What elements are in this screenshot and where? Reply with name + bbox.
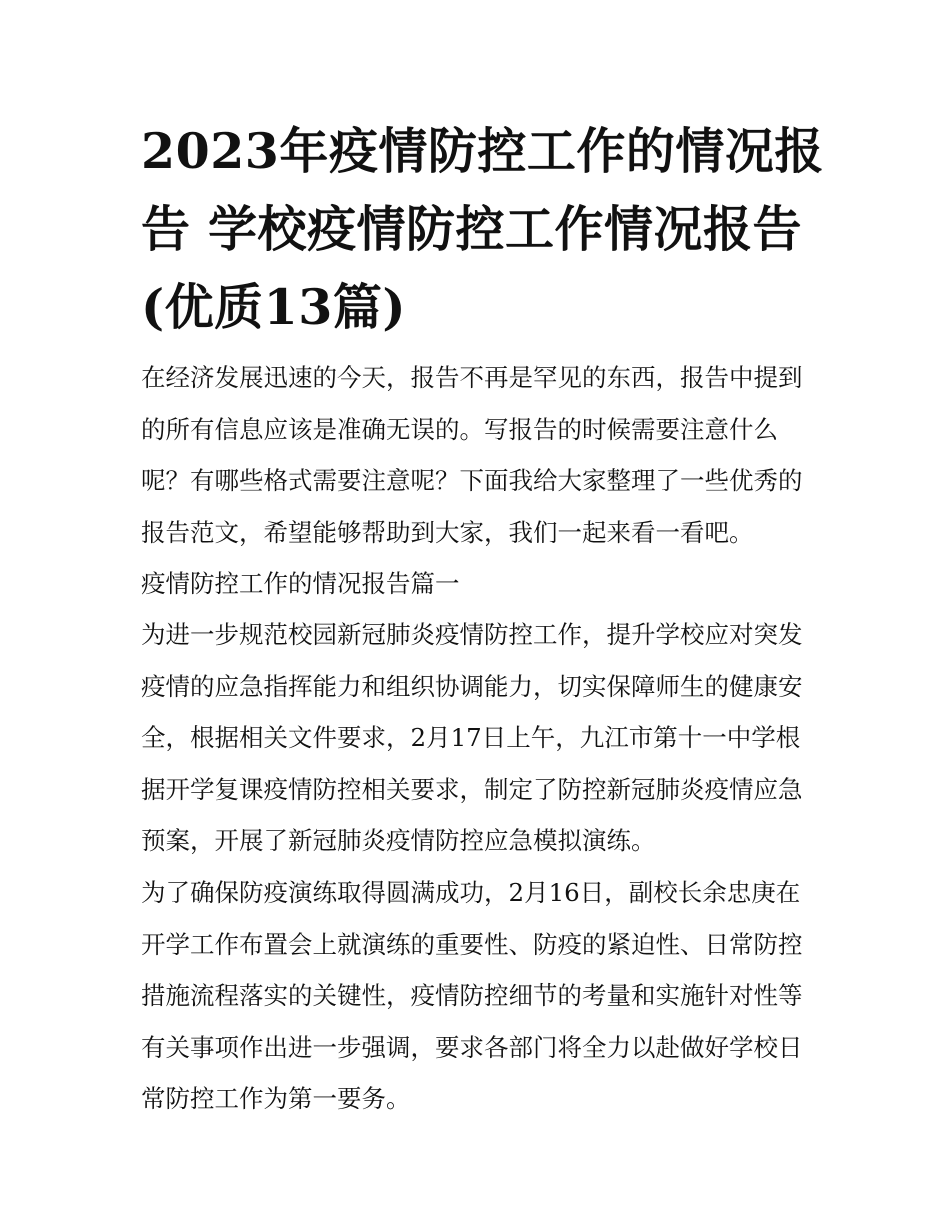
text-line: 为了确保防疫演练取得圆满成功，2月16日，副校长余忠庚在 bbox=[141, 878, 801, 907]
text-line: 有关事项作出进一步强调，要求各部门将全力以赴做好学校日 bbox=[141, 1032, 803, 1062]
text-line: 常防控工作为第一要务。 bbox=[141, 1084, 411, 1113]
text-line: 据开学复课疫情防控相关要求，制定了防控新冠肺炎疫情应急 bbox=[141, 774, 803, 804]
text-line: 的所有信息应该是准确无误的。写报告的时候需要注意什么 bbox=[141, 414, 778, 444]
text-line: 为进一步规范校园新冠肺炎疫情防控工作，提升学校应对突发 bbox=[141, 620, 803, 649]
document-title bbox=[141, 112, 824, 346]
text-line: 报告范文，希望能够帮助到大家，我们一起来看一看吧。 bbox=[141, 517, 754, 547]
intro-paragraph bbox=[141, 352, 821, 558]
section-heading bbox=[141, 558, 821, 610]
title-line: 2023年疫情防控工作的情况报 bbox=[141, 122, 824, 180]
text-line: 全，根据相关文件要求，2月17日上午，九江市第十一中学根 bbox=[141, 723, 801, 752]
text-line: 疫情的应急指挥能力和组织协调能力，切实保障师生的健康安 bbox=[141, 671, 803, 701]
text-line: 开学工作布置会上就演练的重要性、防疫的紧迫性、日常防控 bbox=[141, 929, 803, 959]
section-heading-text: 疫情防控工作的情况报告篇一 bbox=[141, 569, 460, 598]
title-line: (优质13篇) bbox=[141, 278, 407, 336]
text-line: 呢？有哪些格式需要注意呢？下面我给大家整理了一些优秀的 bbox=[141, 466, 803, 495]
text-line: 预案，开展了新冠肺炎疫情防控应急模拟演练。 bbox=[141, 826, 656, 855]
text-line: 措施流程落实的关键性，疫情防控细节的考量和实施针对性等 bbox=[141, 981, 803, 1010]
text-line: 在经济发展迅速的今天，报告不再是罕见的东西，报告中提到 bbox=[141, 363, 803, 392]
body-paragraph-2 bbox=[141, 867, 821, 1125]
body-paragraph-1 bbox=[141, 609, 821, 867]
title-line: 告 学校疫情防控工作情况报告 bbox=[141, 200, 803, 258]
